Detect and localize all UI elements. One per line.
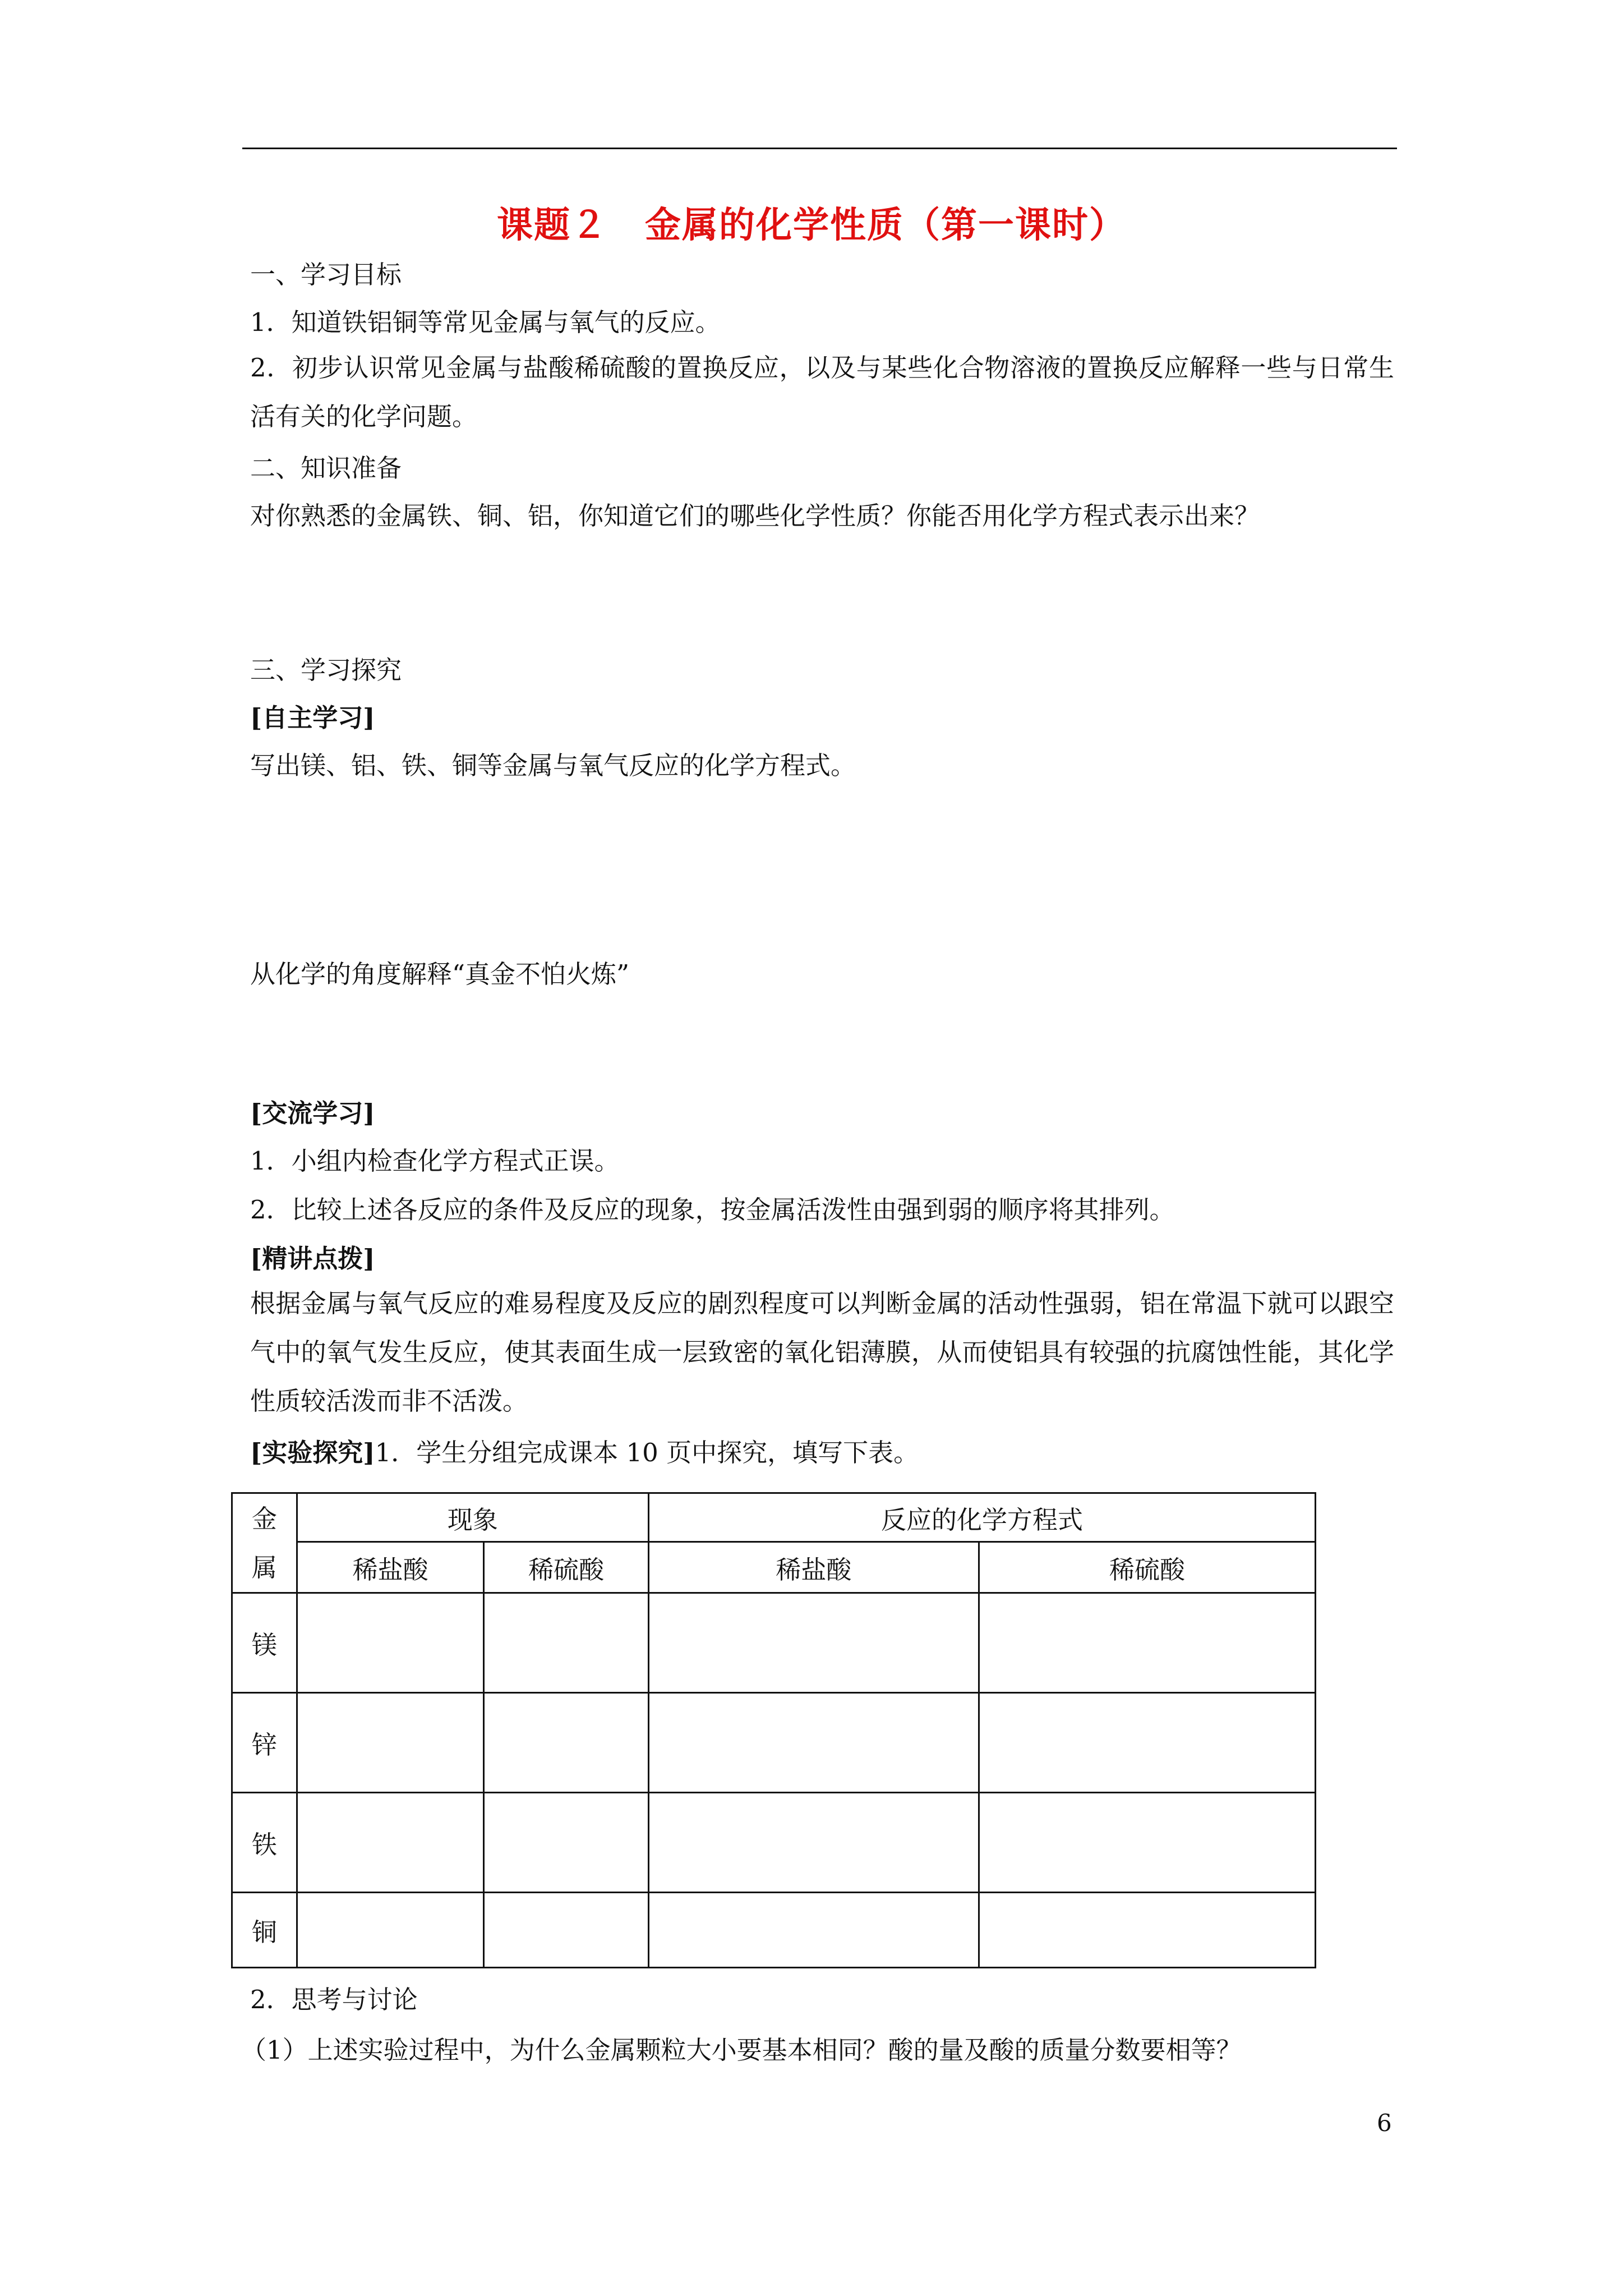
experiment-text: 1．学生分组完成课本 10 页中探究，填写下表。 bbox=[375, 1438, 919, 1467]
table-row bbox=[232, 1593, 1316, 1693]
objective-1: 1．知道铁铝铜等常见金属与氧气的反应。 bbox=[250, 307, 721, 337]
sub-header-hcl-equation: 稀盐酸 bbox=[648, 1542, 979, 1593]
metal-header-cell bbox=[232, 1493, 297, 1593]
discussion-question-1: （1）上述实验过程中，为什么金属颗粒大小要基本相同？酸的量及酸的质量分数要相等？ bbox=[241, 2035, 1242, 2065]
sub-header-hcl-phenomenon: 稀盐酸 bbox=[297, 1542, 483, 1593]
answer-cell[interactable] bbox=[979, 1593, 1315, 1693]
answer-cell[interactable] bbox=[297, 1693, 483, 1793]
answer-cell[interactable] bbox=[979, 1793, 1315, 1893]
answer-cell[interactable] bbox=[979, 1693, 1315, 1793]
metal-header-char-1: 金 bbox=[251, 1503, 277, 1534]
answer-cell[interactable] bbox=[648, 1693, 979, 1793]
self-study-label: [自主学习] bbox=[250, 703, 375, 733]
self-study-question-2: 从化学的角度解释“真金不怕火炼” bbox=[250, 959, 630, 989]
answer-cell[interactable] bbox=[484, 1693, 649, 1793]
page-number: 6 bbox=[1377, 2109, 1392, 2137]
answer-cell[interactable] bbox=[648, 1593, 979, 1693]
table-row bbox=[232, 1793, 1316, 1893]
answer-cell[interactable] bbox=[648, 1793, 979, 1893]
answer-cell[interactable] bbox=[484, 1593, 649, 1693]
row-label-cu: 铜 bbox=[232, 1893, 297, 1968]
exchange-item-2: 2．比较上述各反应的条件及反应的现象，按金属活泼性由强到弱的顺序将其排列。 bbox=[250, 1195, 1175, 1225]
explain-label: [精讲点拨] bbox=[250, 1244, 375, 1273]
equation-header: 反应的化学方程式 bbox=[648, 1493, 1315, 1542]
row-label-mg: 镁 bbox=[232, 1593, 297, 1693]
sub-header-h2so4-phenomenon: 稀硫酸 bbox=[484, 1542, 649, 1593]
answer-cell[interactable] bbox=[297, 1593, 483, 1693]
discussion-heading: 2．思考与讨论 bbox=[250, 1985, 418, 2014]
experiment-line bbox=[250, 1436, 919, 1470]
answer-cell[interactable] bbox=[297, 1893, 483, 1968]
section2-heading: 二、知识准备 bbox=[250, 453, 402, 483]
answer-cell[interactable] bbox=[484, 1793, 649, 1893]
section3-heading: 三、学习探究 bbox=[250, 655, 402, 685]
section2-text: 对你熟悉的金属铁、铜、铝，你知道它们的哪些化学性质？你能否用化学方程式表示出来？ bbox=[250, 501, 1260, 531]
phenomenon-header: 现象 bbox=[297, 1493, 648, 1542]
exchange-item-1: 1．小组内检查化学方程式正误。 bbox=[250, 1146, 620, 1176]
answer-cell[interactable] bbox=[648, 1893, 979, 1968]
answer-cell[interactable] bbox=[484, 1893, 649, 1968]
answer-cell[interactable] bbox=[979, 1893, 1315, 1968]
self-study-question-1: 写出镁、铝、铁、铜等金属与氧气反应的化学方程式。 bbox=[250, 751, 856, 780]
explain-text: 根据金属与氧气反应的难易程度及反应的剧烈程度可以判断金属的活动性强弱，铝在常温下就可以跟空气中的氧气发生反应，使其表面生成一层致密的氧化铝薄膜，从而使铝具有较强的抗腐蚀性能，其化学性质较活泼而非不活泼。 bbox=[250, 1289, 1394, 1416]
experiment-table bbox=[231, 1492, 1316, 1968]
objective-2: 2．初步认识常见金属与盐酸稀硫酸的置换反应，以及与某些化合物溶液的置换反应解释一些与日常生活有关的化学问题。 bbox=[250, 353, 1394, 431]
table-row bbox=[232, 1693, 1316, 1793]
row-label-fe: 铁 bbox=[232, 1793, 297, 1893]
experiment-label: [实验探究] bbox=[250, 1438, 375, 1467]
table-row bbox=[232, 1893, 1316, 1968]
sub-header-h2so4-equation: 稀硫酸 bbox=[979, 1542, 1315, 1593]
metal-header-char-2: 属 bbox=[251, 1552, 277, 1582]
section1-heading: 一、学习目标 bbox=[250, 260, 402, 289]
answer-cell[interactable] bbox=[297, 1793, 483, 1893]
exchange-label: [交流学习] bbox=[250, 1098, 375, 1128]
page-title: 课题２ 金属的化学性质（第一课时） bbox=[497, 204, 1126, 246]
row-label-zn: 锌 bbox=[232, 1693, 297, 1793]
header-rule bbox=[242, 148, 1397, 149]
